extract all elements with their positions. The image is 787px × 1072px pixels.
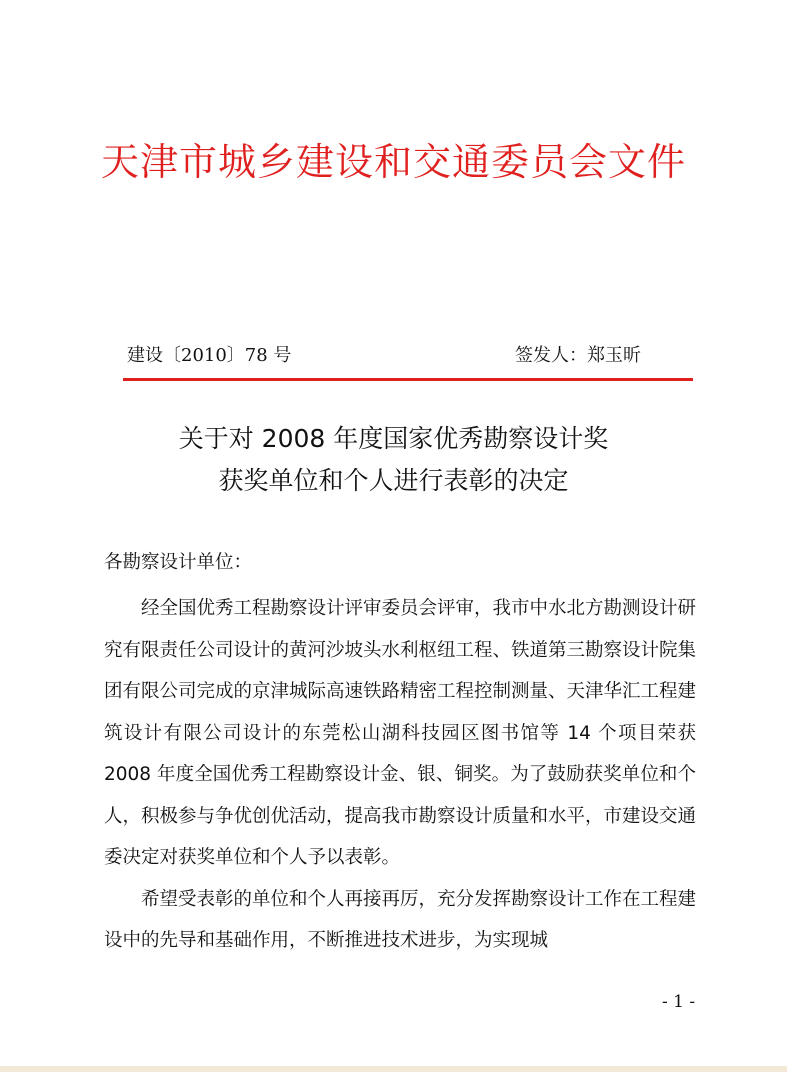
document-title-line-1: 关于对 2008 年度国家优秀勘察设计奖	[178, 424, 609, 453]
red-divider	[123, 378, 693, 381]
salutation: 各勘察设计单位：	[104, 552, 253, 573]
issuer-masthead: 天津市城乡建设和交通委员会文件	[100, 140, 686, 184]
body-paragraphs	[104, 588, 696, 962]
signer: 签发人：郑玉昕	[515, 345, 641, 366]
page-number: - 1 -	[662, 992, 696, 1012]
body-paragraph-2: 希望受表彰的单位和个人再接再厉，充分发挥勘察设计工作在工程建设中的先导和基础作用，不断推进技术进步，为实现城	[104, 888, 697, 951]
body-paragraph-1: 经全国优秀工程勘察设计评审委员会评审，我市中水北方勘测设计研究有限责任公司设计的黄河沙坡头水利枢纽工程、铁道第三勘察设计院集团有限公司完成的京津城际高速铁路精密工程控制测量、天津华汇工程建筑设计有限公司设计的东莞松山湖科技园区图书馆等 14 个项目荣获 2008 年度全国优秀工程勘察设计金、银、铜奖。为了鼓励获奖单位和个人，积极参与争优创优活动，提高我市勘察设计质量和水平，市建设交通委决定对获奖单位和个人予以表彰。	[104, 598, 697, 868]
page-bottom-edge	[0, 1066, 787, 1072]
document-title-line-2: 获奖单位和个人进行表彰的决定	[218, 466, 569, 495]
document-number: 建设〔2010〕78 号	[127, 345, 292, 366]
